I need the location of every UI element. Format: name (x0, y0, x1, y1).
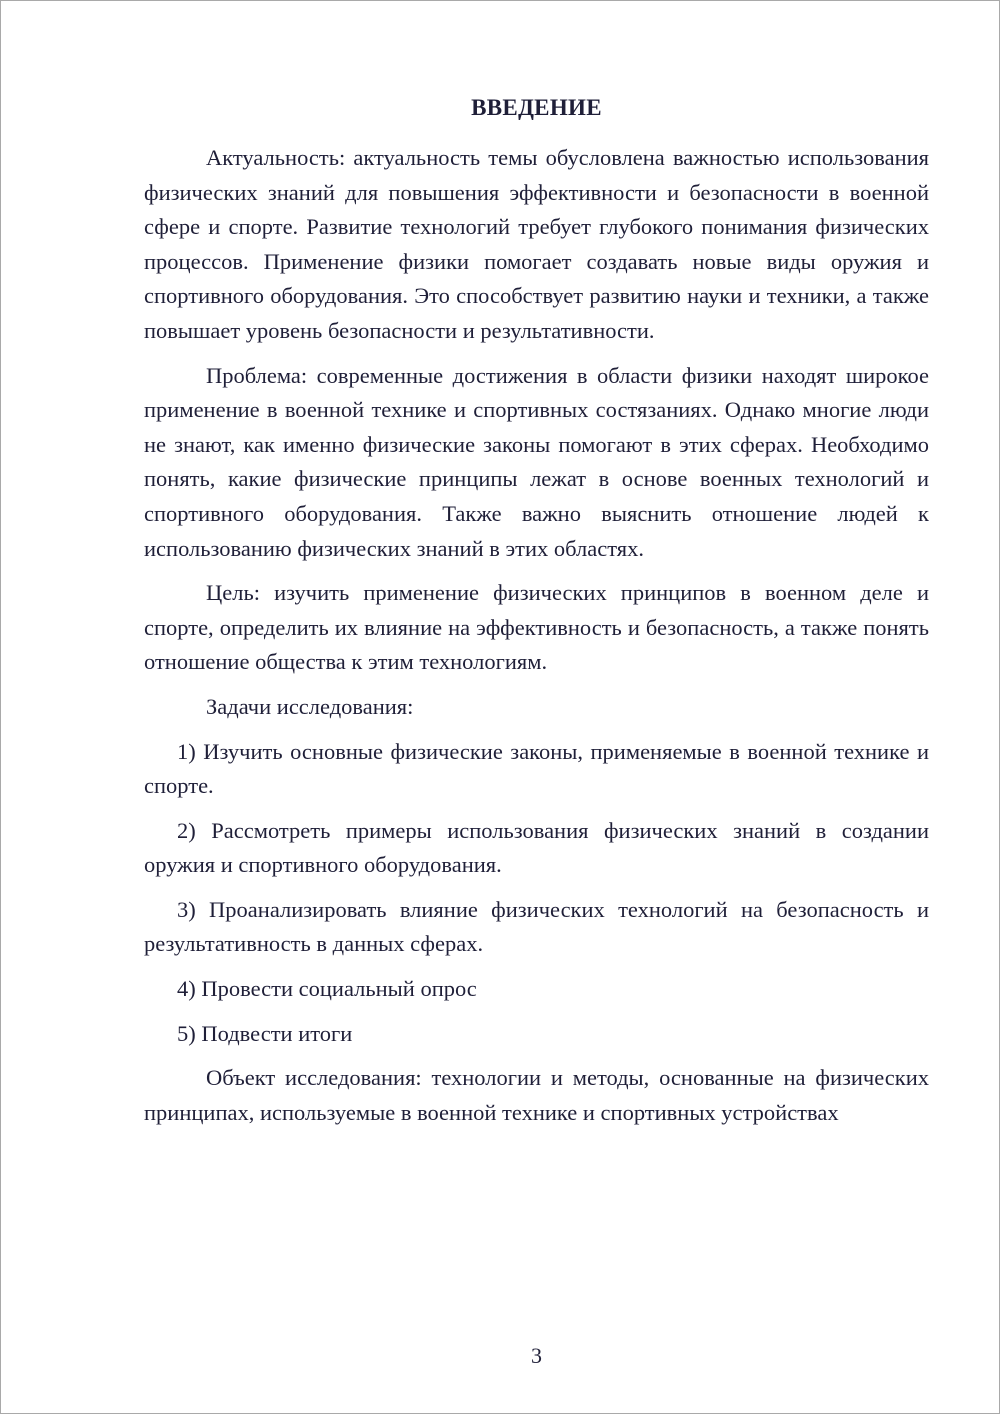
page-number: 3 (531, 1343, 542, 1368)
task-item-3: 3) Проанализировать влияние физических технологий на безопасность и результативность в данных сферах. (144, 896, 929, 957)
task-item-5: 5) Подвести итоги (177, 1020, 353, 1046)
paragraph-problem: Проблема: современные достижения в области физики находят широкое применение в военной технике и спортивных состязаниях. Однако многие люди не знают, как именно физические законы помогают в этих сферах. Необходимо понять, какие физические принципы лежат в основе военных технологий и спортивного оборудования. Также важно выяснить отношение людей к использованию физических знаний в этих областях. (144, 362, 929, 561)
paragraph-tasks-heading: Задачи исследования: (206, 693, 414, 719)
paragraph-object: Объект исследования: технологии и методы, основанные на физических принципах, используемые в военной технике и спортивных устройствах (144, 1065, 929, 1125)
document-title: ВВЕДЕНИЕ (471, 95, 602, 120)
task-item-2: 2) Рассмотреть примеры использования физических знаний в создании оружия и спортивного оборудования. (144, 817, 929, 878)
task-item-4: 4) Провести социальный опрос (177, 976, 477, 1002)
paragraph-relevance: Актуальность: актуальность темы обусловлена важностью использования физических знаний для повышения эффективности и безопасности в военной сфере и спорте. Развитие технологий требует глубокого понимания физических процессов. Применение физики помогает создавать новые виды оружия и спортивного оборудования. Это способствует развитию науки и техники, а также повышает уровень безопасности и результативности. (144, 145, 929, 343)
task-item-1: 1) Изучить основные физические законы, применяемые в военной технике и спорте. (144, 738, 929, 799)
paragraph-goal: Цель: изучить применение физических принципов в военном деле и спорте, определить их влияние на эффективность и безопасность, а также понять отношение общества к этим технологиям. (144, 580, 929, 675)
